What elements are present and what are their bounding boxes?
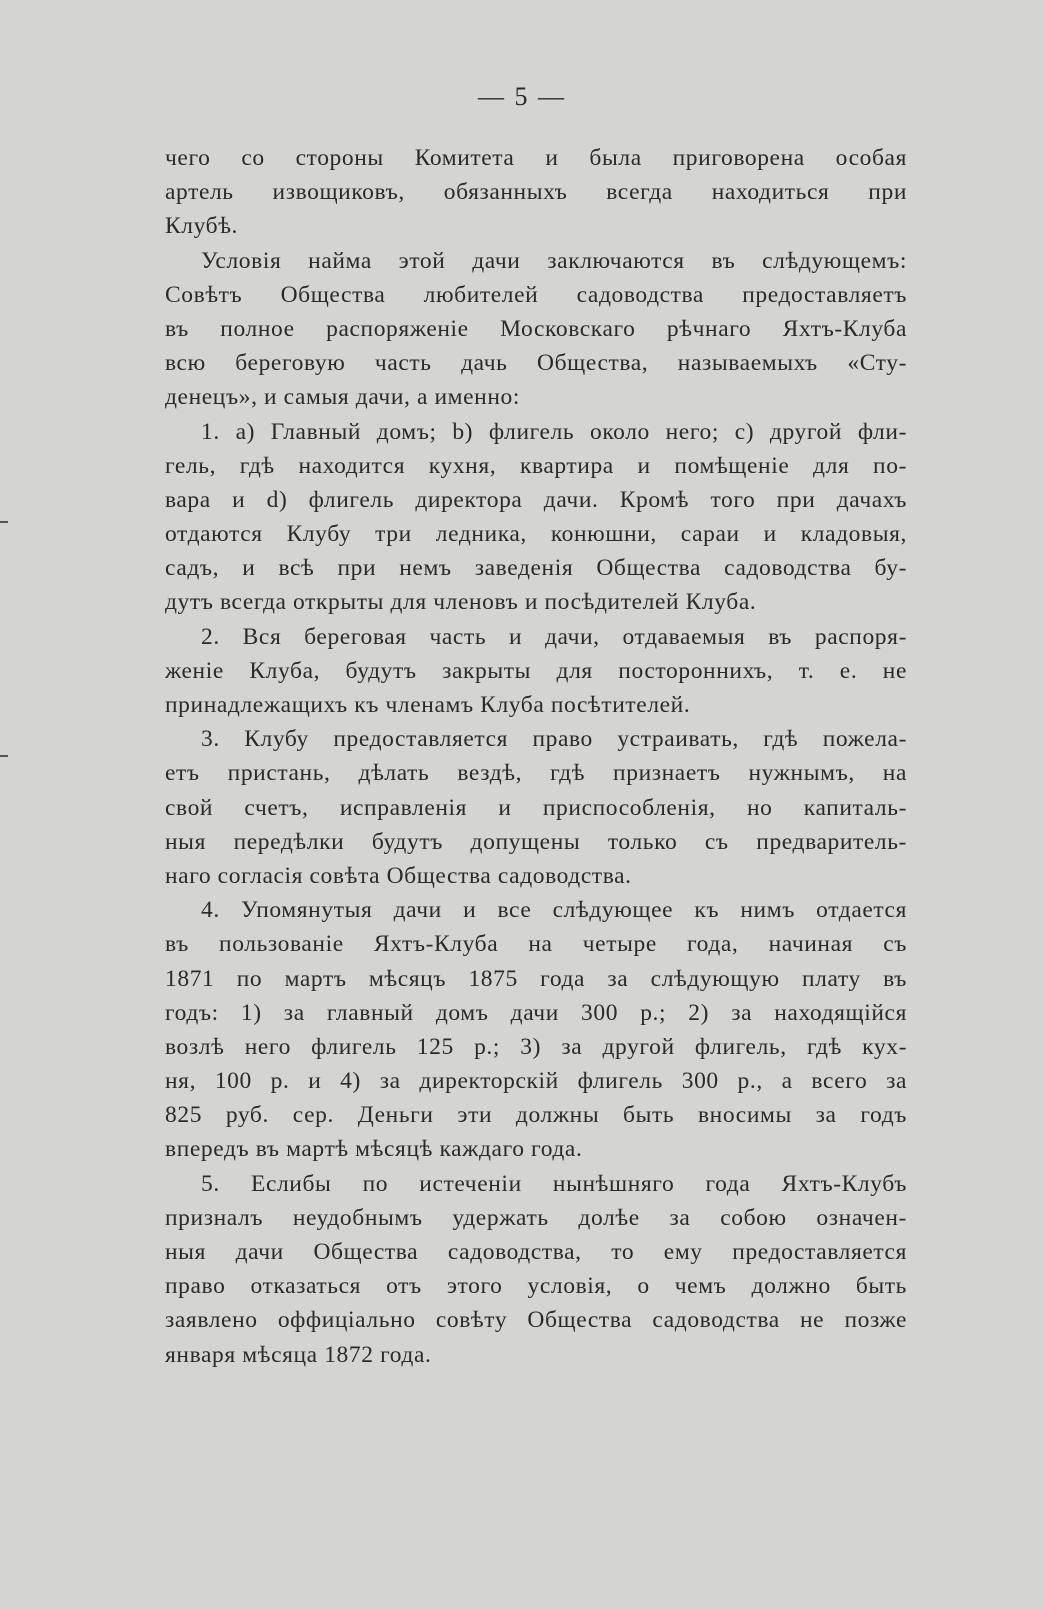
text-line: въ полное распоряженіе Московскаго рѣчнаго Яхтъ-Клуба [165, 315, 907, 342]
margin-mark [0, 521, 8, 523]
text-line: призналъ неудобнымъ удержать долѣе за собою означен- [165, 1204, 907, 1231]
text-line: всю береговую часть дачь Общества, называемыхъ «Сту- [165, 350, 907, 377]
text-line: свой счетъ, исправленія и приспособленія, но капиталь- [165, 794, 907, 821]
margin-mark [0, 755, 8, 757]
text-line: Условія найма этой дачи заключаются въ слѣдующемъ: [201, 247, 907, 274]
text-line: Клубѣ. [165, 213, 239, 240]
text-line: возлѣ него флигель 125 р.; 3) за другой флигель, гдѣ кух- [165, 1033, 907, 1060]
text-line: 2. Вся береговая часть и дачи, отдаваемыя въ распоря- [201, 623, 907, 650]
text-line: принадлежащихъ къ членамъ Клуба посѣтителей. [165, 692, 691, 718]
text-line: заявлено оффиціально совѣту Общества садоводства не позже [165, 1307, 907, 1334]
text-line: ныя передѣлки будутъ допущены только съ предваритель- [165, 828, 907, 855]
text-line: садъ, и всѣ при немъ заведенія Общества садоводства бу- [165, 555, 907, 582]
page-number: — 5 — [478, 82, 566, 111]
text-line: дутъ всегда открыты для членовъ и посѣдителей Клуба. [165, 589, 757, 616]
text-line: вара и d) флигель директора дачи. Кромѣ того при дачахъ [165, 486, 907, 513]
text-line: ня, 100 р. и 4) за директорскій флигель 300 р., а всего за [165, 1068, 907, 1095]
text-line: чего со стороны Комитета и была приговорена особая [165, 145, 907, 171]
text-line: въ пользованіе Яхтъ-Клуба на четыре года, начиная съ [165, 931, 907, 958]
page-body [165, 141, 907, 1372]
text-line: женіе Клуба, будутъ закрыты для постороннихъ, т. е. не [165, 657, 907, 684]
text-line: артель извощиковъ, обязанныхъ всегда находиться при [165, 179, 907, 206]
text-line: отдаются Клубу три ледника, конюшни, сараи и кладовыя, [165, 521, 907, 548]
text-line: 825 руб. сер. Деньги эти должны быть вносимы за годъ [165, 1102, 907, 1129]
text-line: право отказаться отъ этого условія, о чемъ должно быть [165, 1273, 907, 1300]
text-line: 3. Клубу предоставляется право устраивать, гдѣ пожела- [201, 726, 907, 753]
text-line: ныя дачи Общества садоводства, то ему предоставляется [165, 1239, 907, 1265]
text-line: денецъ», и самыя дачи, а именно: [165, 384, 520, 411]
text-line: 5. Еслибы по истеченіи нынѣшняго года Яхтъ-Клубъ [201, 1170, 907, 1197]
text-line: 1. a) Главный домъ; b) флигель около него; c) другой фли- [201, 418, 907, 445]
text-line: годъ: 1) за главный домъ дачи 300 р.; 2) за находящійся [165, 999, 907, 1026]
text-line: января мѣсяца 1872 года. [165, 1341, 432, 1368]
text-line: 1871 по мартъ мѣсяцъ 1875 года за слѣдующую плату въ [165, 965, 907, 992]
text-line: впередъ въ мартѣ мѣсяцѣ каждаго года. [165, 1136, 583, 1163]
text-line: 4. Упомянутыя дачи и все слѣдующее къ нимъ отдается [201, 897, 907, 924]
text-line: етъ пристань, дѣлать вездѣ, гдѣ признаетъ нужнымъ, на [165, 760, 907, 787]
text-line: гель, гдѣ находится кухня, квартира и помѣщеніе для по- [165, 452, 907, 479]
text-line: наго согласія совѣта Общества садоводства. [165, 862, 632, 889]
text-line: Совѣтъ Общества любителей садоводства предоставляетъ [165, 281, 907, 308]
